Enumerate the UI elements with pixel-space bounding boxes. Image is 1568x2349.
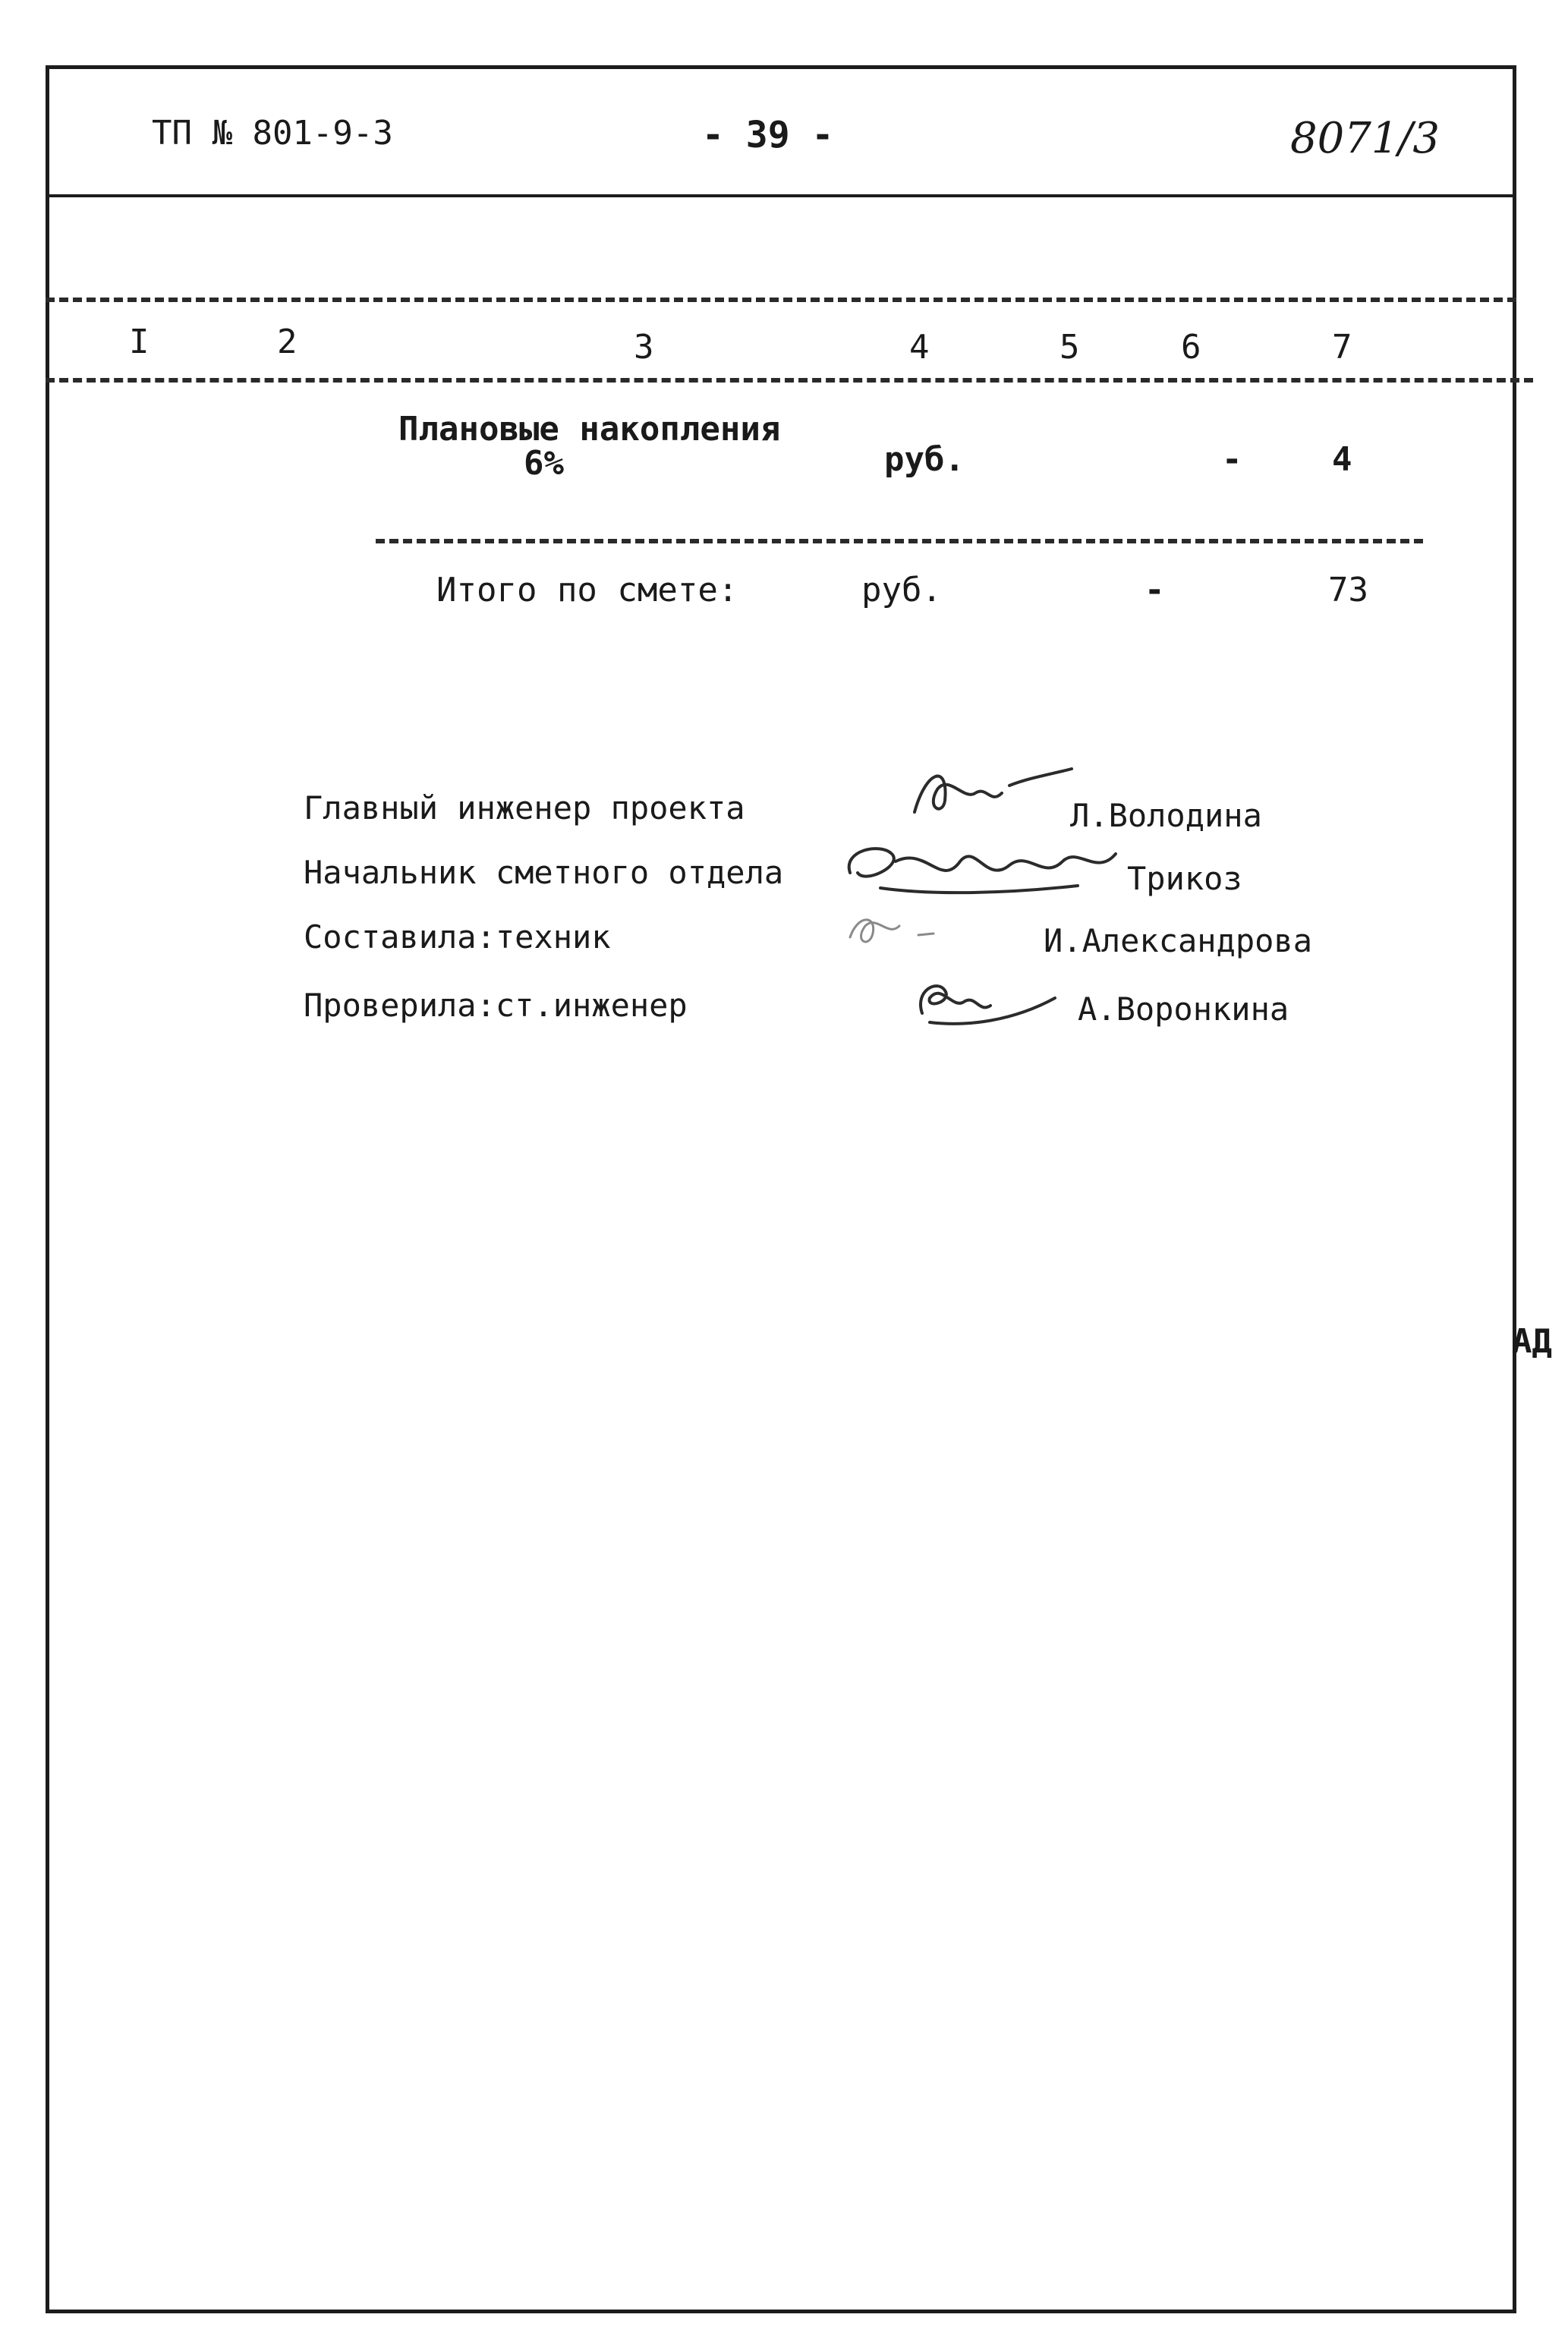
column-number: 6 (1181, 328, 1201, 367)
signature-mark (835, 831, 1138, 903)
inventory-number: 8071/3 (1290, 114, 1440, 163)
table-header-rule (46, 378, 1533, 383)
margin-note: АД (1512, 1322, 1552, 1361)
column-number: 2 (277, 323, 298, 361)
signature-role: Проверила:ст.инженер (304, 987, 688, 1024)
column-number: 3 (634, 328, 654, 367)
signature-name: А.Воронкина (1078, 990, 1289, 1028)
signature-mark (835, 903, 979, 956)
signature-role: Начальник сметного отдела (304, 854, 784, 891)
total-rule (376, 539, 1423, 543)
signature-name: Трикоз (1127, 860, 1242, 897)
column-number: 4 (909, 328, 930, 367)
signature-name: И.Александрова (1044, 922, 1313, 959)
column-number: 7 (1332, 328, 1352, 367)
column-number: I (129, 323, 150, 361)
total-unit: руб. (861, 571, 942, 609)
total-col7: 73 (1328, 571, 1368, 609)
signature-mark (899, 968, 1074, 1036)
row-unit: руб. (884, 440, 965, 479)
signature-mark (903, 755, 1078, 827)
row-name: Плановые накопления (398, 410, 781, 449)
signature-role: Главный инженер проекта (304, 789, 745, 827)
total-col6: - (1145, 571, 1165, 609)
row-col7: 4 (1332, 440, 1352, 479)
doc-number: ТП № 801-9-3 (152, 114, 393, 153)
header-rule (46, 194, 1516, 197)
row-col6: - (1222, 440, 1242, 479)
page-frame (46, 65, 1516, 2313)
row-name-percent: 6% (524, 444, 564, 483)
total-label: Итого по смете: (436, 571, 738, 609)
table-top-rule (46, 298, 1516, 302)
page-number: - 39 - (702, 114, 834, 156)
column-number: 5 (1060, 328, 1080, 367)
signature-name: Л.Володина (1070, 797, 1262, 834)
signature-role: Составила:техник (304, 918, 611, 956)
